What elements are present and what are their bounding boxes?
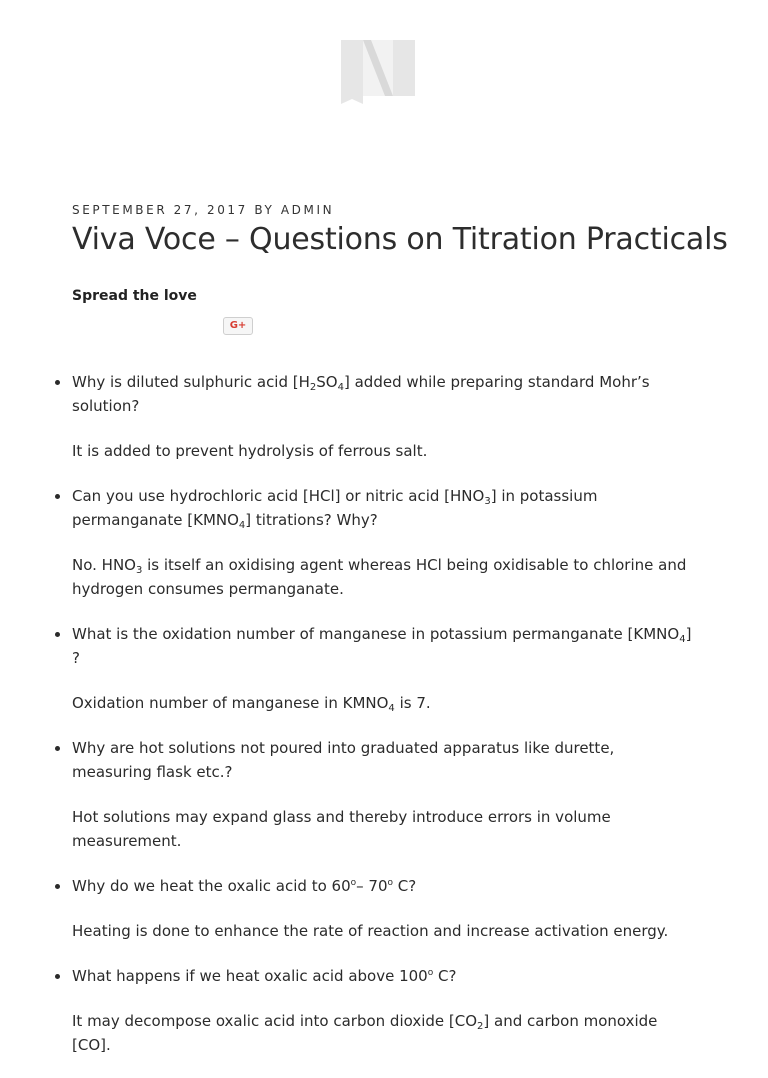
question-1: Why is diluted sulphuric acid $[H_2SO_4]$ added while preparing standard Mohr’s solution? bbox=[72, 370, 692, 418]
question-5: Why do we heat the oxalic acid to 60$^o$– 70$^o$ C? bbox=[72, 874, 692, 898]
share-heading: Spread the love bbox=[72, 288, 197, 304]
answer-1: It is added to prevent hydrolysis of ferrous salt. bbox=[72, 442, 428, 460]
post-by: BY bbox=[254, 203, 275, 217]
google-plus-icon: G+ bbox=[229, 320, 247, 331]
qa-item-1 bbox=[72, 370, 692, 463]
post-date[interactable]: SEPTEMBER 27, 2017 bbox=[72, 203, 248, 217]
post-content bbox=[72, 370, 692, 1078]
qa-item-5 bbox=[72, 874, 692, 943]
qa-item-4 bbox=[72, 736, 692, 853]
page-title: Viva Voce – Questions on Titration Practicals bbox=[72, 222, 728, 257]
answer-2: No. $HNO_3$ is itself an oxidising agent whereas HCl being oxidisable to chlorine and hydrogen consumes permanganate. bbox=[72, 556, 687, 598]
google-plus-share-button[interactable] bbox=[223, 317, 253, 335]
answer-4: Hot solutions may expand glass and thereby introduce errors in volume measurement. bbox=[72, 808, 611, 850]
site-logo[interactable] bbox=[341, 40, 415, 104]
site-logo-icon bbox=[341, 40, 415, 104]
question-6: What happens if we heat oxalic acid above 100$^o$ C? bbox=[72, 964, 692, 988]
answer-5: Heating is done to enhance the rate of reaction and increase activation energy. bbox=[72, 922, 669, 940]
post-meta bbox=[72, 203, 334, 217]
qa-item-2 bbox=[72, 484, 692, 601]
qa-item-3 bbox=[72, 622, 692, 715]
question-3: What is the oxidation number of manganese in potassium permanganate $[KMNO_4]$ ? bbox=[72, 622, 692, 670]
post-author[interactable]: ADMIN bbox=[280, 203, 335, 217]
answer-6: It may decompose oxalic acid into carbon dioxide $[CO_2]$ and carbon monoxide [CO]. bbox=[72, 1012, 658, 1054]
answer-3: Oxidation number of manganese in $KMNO_4$ is 7. bbox=[72, 694, 431, 714]
question-2: Can you use hydrochloric acid [HCl] or nitric acid $[HNO_3]$ in potassium permanganate $[KMNO_4]$ titrations? Why? bbox=[72, 484, 692, 532]
question-4: Why are hot solutions not poured into graduated apparatus like durette, measuring flask etc.? bbox=[72, 736, 692, 784]
qa-item-6 bbox=[72, 964, 692, 1057]
